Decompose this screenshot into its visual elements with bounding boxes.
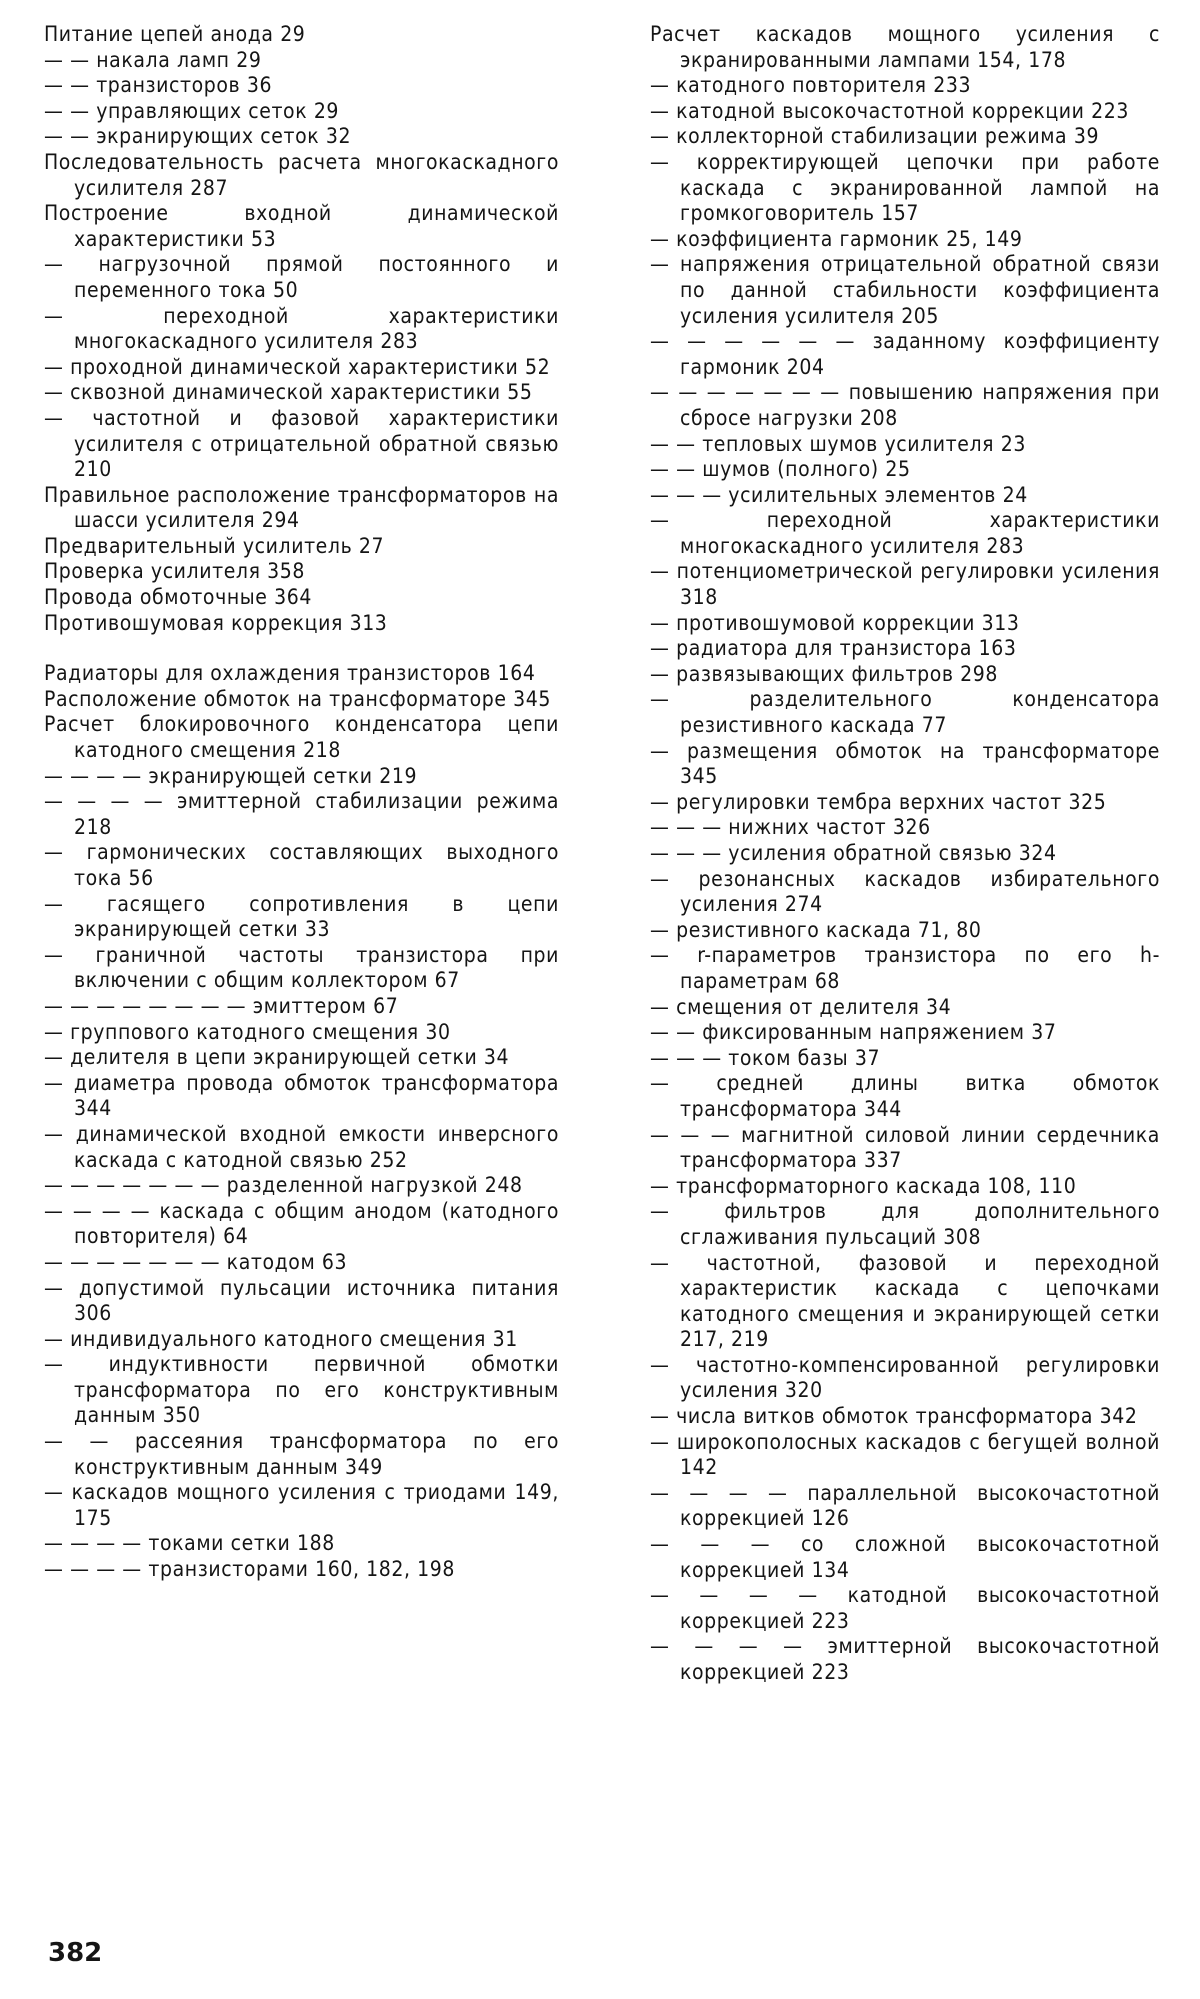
index-entry: — — рассеяния трансформатора по его конструктивным данным 349 (44, 1429, 559, 1479)
index-entry: — коэффициента гармоник 25, 149 (650, 226, 1023, 251)
index-entry: — допустимой пульсации источника питания 306 (44, 1275, 559, 1326)
index-entry: — — — усиления обратной связью 324 (650, 841, 1057, 865)
index-entry: — — экранирующих сеток 32 (44, 124, 352, 149)
index-entry: — r-параметров транзистора по его h-параметрам 68 (650, 943, 1160, 993)
index-entry: — сквозной динамической характеристики 55 (44, 380, 533, 405)
index-entry: — переходной характеристики многокаскадного усилителя 283 (44, 303, 559, 354)
index-entry: — проходной динамической характеристики 52 (44, 354, 551, 379)
index-entry: — — — — эмиттерной высокочастотной коррекцией 223 (650, 1634, 1160, 1684)
index-entry: — диаметра провода обмоток трансформатора 344 (44, 1070, 559, 1121)
index-entry: — смещения от делителя 34 (650, 994, 952, 1019)
index-entry: — — — — — — — разделенной нагрузкой 248 (44, 1173, 523, 1198)
index-entry: — разделительного конденсатора резистивного каскада 77 (650, 687, 1160, 738)
index-entry: Расчет каскадов мощного усиления с экранированными лампами 154, 178 (650, 22, 1160, 72)
index-entry: — корректирующей цепочки при работе каскада с экранированной лампой на громкоговоритель 157 (650, 149, 1160, 226)
index-entry: Предварительный усилитель 27 (44, 533, 385, 558)
index-entry: — индуктивности первичной обмотки трансформатора по его конструктивным данным 350 (44, 1352, 559, 1428)
index-entry: Питание цепей анода 29 (44, 22, 306, 46)
index-entry: — — — — — — — — эмиттером 67 (44, 993, 399, 1018)
index-entry: — катодного повторителя 233 (650, 73, 972, 98)
index-entry: — — — — эмиттерной стабилизации режима 218 (44, 789, 559, 839)
index-entry: — частотно-компенсированной регулировки усиления 320 (650, 1352, 1160, 1403)
index-entry: — — — магнитной силовой линии сердечника трансформатора 337 (650, 1122, 1160, 1173)
index-entry: — — — со сложной высокочастотной коррекцией 134 (650, 1532, 1160, 1582)
index-entry: — частотной и фазовой характеристики усилителя с отрицательной обратной связью 210 (44, 405, 559, 482)
index-entry: Расчет блокировочного конденсатора цепи катодного смещения 218 (44, 712, 559, 763)
index-entry: — противошумовой коррекции 313 (650, 610, 1020, 635)
index-entry: — — транзисторов 36 (44, 73, 273, 98)
index-entry: — делителя в цепи экранирующей сетки 34 (44, 1045, 510, 1070)
index-entry: — — — — параллельной высокочастотной коррекцией 126 (650, 1480, 1160, 1531)
index-entry: Провода обмоточные 364 (44, 585, 312, 610)
index-entry: — резонансных каскадов избирательного усиления 274 (650, 866, 1160, 917)
index-entry: — — — нижних частот 326 (650, 815, 931, 840)
page-number: 382 (48, 1938, 103, 1968)
index-entry: Правильное расположение трансформаторов на шасси усилителя 294 (44, 482, 559, 533)
index-entry: — потенциометрической регулировки усиления 318 (650, 559, 1160, 610)
index-entry: — — — — — — — повышению напряжения при сбросе нагрузки 208 (650, 380, 1160, 430)
index-entry: — — — — транзисторами 160, 182, 198 (44, 1557, 456, 1582)
index-entry: — каскадов мощного усиления с триодами 149, 175 (44, 1480, 559, 1530)
index-entry: — частотной, фазовой и переходной характеристик каскада с цепочками катодного смещения и экранирующей сетки 217, 219 (650, 1250, 1160, 1352)
index-entry: Противошумовая коррекция 313 (44, 610, 388, 635)
index-entry: — — — — каскада с общим анодом (катодного повторителя) 64 (44, 1198, 559, 1249)
index-entry: — напряжения отрицательной обратной связи по данной стабильности коэффициента усиления усилителя 205 (650, 252, 1160, 328)
index-entry: — — — током базы 37 (650, 1045, 881, 1070)
index-entry: — группового катодного смещения 30 (44, 1019, 451, 1044)
index-entry: — средней длины витка обмоток трансформатора 344 (650, 1071, 1160, 1121)
index-entry: — — управляющих сеток 29 (44, 98, 340, 123)
index-entry: — трансформаторного каскада 108, 110 (650, 1173, 1077, 1198)
index-entry: — фильтров для дополнительного сглаживания пульсаций 308 (650, 1199, 1160, 1249)
index-entry: — — — усилительных элементов 24 (650, 482, 1028, 507)
index-entry: — размещения обмоток на трансформаторе 345 (650, 738, 1160, 789)
index-entry: — регулировки тембра верхних частот 325 (650, 789, 1107, 814)
index-entry: — числа витков обмоток трансформатора 342 (650, 1404, 1138, 1429)
index-entry: — — тепловых шумов усилителя 23 (650, 431, 1026, 456)
index-entry: — резистивного каскада 71, 80 (650, 917, 982, 942)
index-entry: — коллекторной стабилизации режима 39 (650, 124, 1100, 149)
index-entry: — радиатора для транзистора 163 (650, 636, 1017, 661)
index-entry: — — — — — — — катодом 63 (44, 1249, 348, 1274)
index-entry: Построение входной динамической характеристики 53 (44, 201, 559, 251)
index-entry: — катодной высокочастотной коррекции 223 (650, 98, 1129, 123)
index-entry: — переходной характеристики многокаскадного усилителя 283 (650, 508, 1160, 558)
index-entry: — широкополосных каскадов с бегущей волной 142 (650, 1429, 1160, 1480)
right-index-column (650, 22, 1160, 1686)
index-entry: — гармонических составляющих выходного тока 56 (44, 840, 559, 890)
index-entry: Радиаторы для охлаждения транзисторов 164 (44, 661, 536, 686)
index-entry: — — — — токами сетки 188 (44, 1531, 335, 1556)
index-entry: — индивидуального катодного смещения 31 (44, 1326, 518, 1351)
index-entry: — — накала ламп 29 (44, 47, 262, 72)
index-entry: — гасящего сопротивления в цепи экранирующей сетки 33 (44, 891, 559, 942)
index-entry: — развязывающих фильтров 298 (650, 661, 999, 686)
index-entry: Расположение обмоток на трансформаторе 345 (44, 686, 552, 711)
index-entry: — динамической входной емкости инверсного каскада с катодной связью 252 (44, 1121, 559, 1172)
index-entry: Последовательность расчета многокаскадного усилителя 287 (44, 149, 559, 200)
left-index-column (44, 22, 559, 1583)
index-entry: — — — — катодной высокочастотной коррекцией 223 (650, 1583, 1160, 1633)
index-entry: — — шумов (полного) 25 (650, 457, 911, 482)
index-entry: — — фиксированным напряжением 37 (650, 1020, 1057, 1045)
index-entry: — — — — экранирующей сетки 219 (44, 763, 418, 788)
index-entry: — нагрузочной прямой постоянного и переменного тока 50 (44, 252, 559, 302)
index-entry: — граничной частоты транзистора при включении с общим коллектором 67 (44, 942, 559, 993)
index-entry: — — — — — — заданному коэффициенту гармоник 204 (650, 329, 1160, 379)
index-entry: Проверка усилителя 358 (44, 559, 306, 584)
